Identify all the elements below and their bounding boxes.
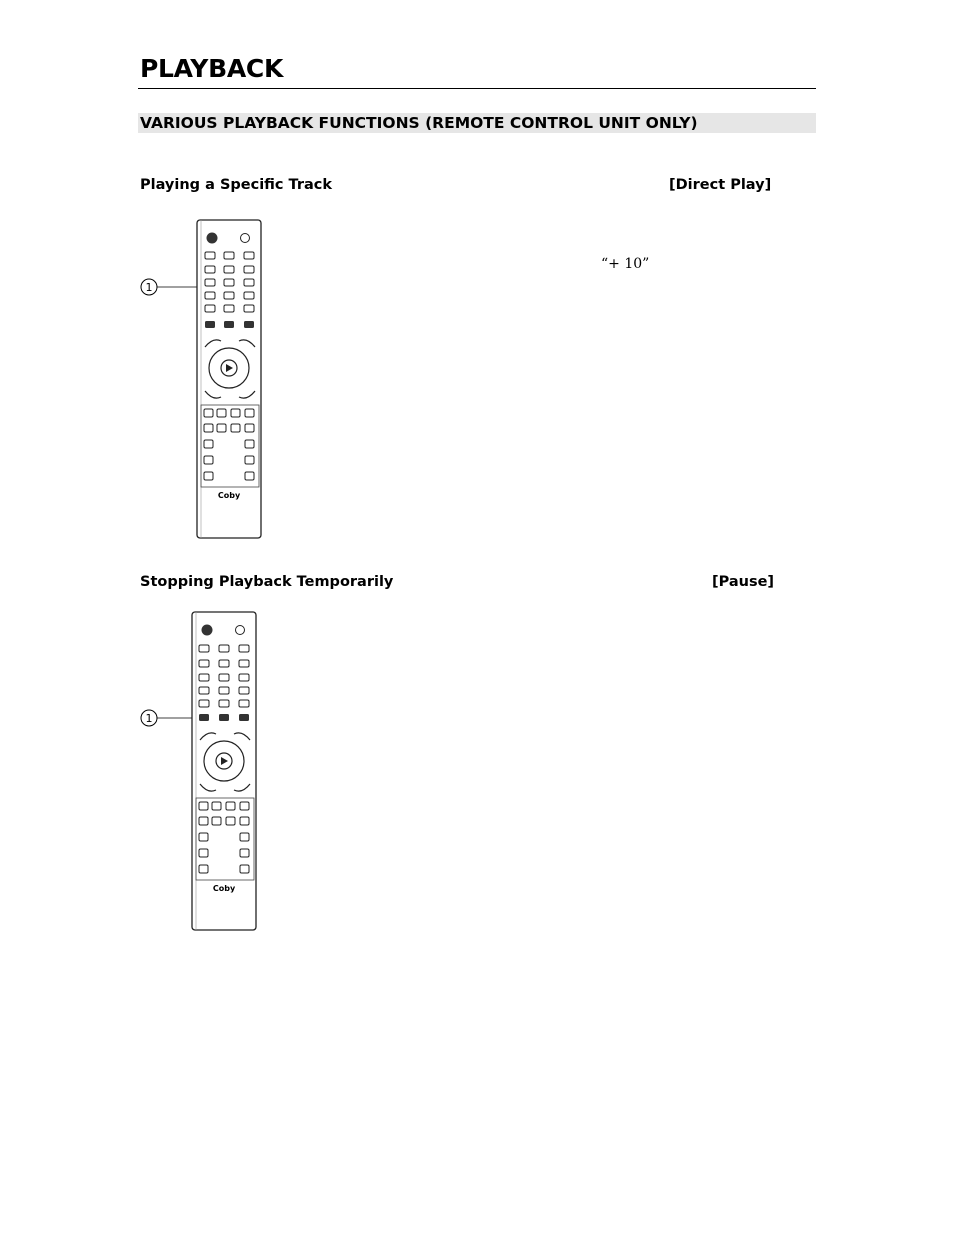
power-button-icon <box>207 233 218 244</box>
transport-small-buttons <box>199 714 249 721</box>
section-heading: VARIOUS PLAYBACK FUNCTIONS (REMOTE CONTROL UNIT ONLY) <box>140 114 698 132</box>
direct-play-tag: [Direct Play] <box>669 177 772 193</box>
pause-heading: Stopping Playback Temporarily <box>140 574 394 590</box>
callout-label: 1 <box>145 712 153 725</box>
mute-button-icon <box>236 626 245 635</box>
brand-logo-icon: Coby <box>217 491 241 500</box>
pause-tag: [Pause] <box>712 574 775 590</box>
direct-play-heading: Playing a Specific Track <box>140 177 333 193</box>
page-title: PLAYBACK <box>140 54 284 83</box>
mute-button-icon <box>241 234 250 243</box>
remote-control-figure-pause <box>135 607 275 937</box>
power-button-icon <box>202 625 213 636</box>
callout-label: 1 <box>145 281 153 294</box>
title-rule <box>138 88 816 89</box>
callout-1 <box>141 279 205 295</box>
direct-play-note: “+ 10” <box>601 256 650 272</box>
brand-logo-icon: Coby <box>212 884 236 893</box>
transport-small-buttons <box>205 321 254 328</box>
remote-control-figure-direct-play <box>135 215 275 545</box>
